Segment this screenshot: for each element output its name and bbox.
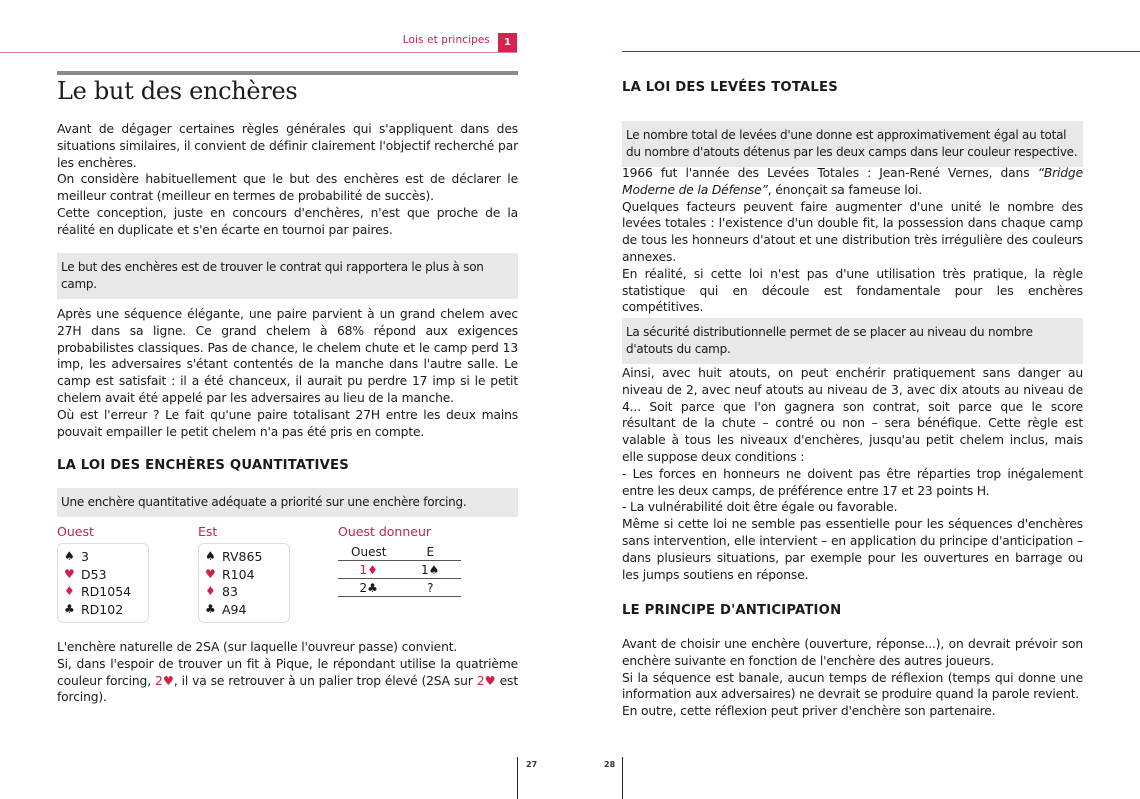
section-heading-quantitative: LA LOI DES ENCHÈRES QUANTITATIVES [57, 458, 349, 473]
book-title: “Bridge Moderne de la Défense” [622, 166, 1083, 197]
cards-diamonds: RD1054 [81, 584, 132, 599]
bid-cell: ? [427, 580, 434, 595]
bidding-col-est: E [426, 545, 435, 559]
chapter-badge: 1 [498, 33, 517, 52]
cards-clubs: RD102 [81, 601, 124, 617]
bidding-header [338, 544, 461, 561]
diamond-icon: ♦ [64, 584, 75, 598]
closing-text: , il va se retrouver à un palier trop élevé (2SA sur [173, 673, 477, 688]
cards-clubs: A94 [222, 601, 247, 617]
closing-line-2 [57, 656, 518, 706]
bid-cell: 1♠ [421, 562, 440, 577]
bidding-table [338, 544, 461, 597]
hand-row-spades [64, 548, 142, 566]
right-page [570, 0, 1140, 799]
club-icon: ♣ [205, 601, 216, 616]
cards-spades: RV865 [222, 549, 263, 564]
closing-text: Si, dans l'espoir de trouver un fit à Pique, le répondant utilise la quatrième couleur forcing, [57, 656, 518, 688]
condition-1: - Les forces en honneurs ne doivent pas être réparties trop inégalement entre les deux camps, de préférence entre 17 et 23 points H. [622, 466, 1083, 498]
callout-quantitative: Une enchère quantitative adéquate a priorité sur une enchère forcing. [57, 488, 518, 517]
bid-cell: 2♣ [359, 580, 378, 595]
hand-label-ouest: Ouest [57, 524, 94, 539]
title-bar [57, 71, 518, 75]
bid-2-hearts: 2♥ [476, 673, 496, 688]
bidding-row [338, 579, 461, 597]
closing-line-1: L'enchère naturelle de 2SA (sur laquelle l'ouvreur passe) convient. [57, 640, 458, 654]
spade-icon: ♠ [64, 549, 75, 563]
running-head: Lois et principes [402, 34, 490, 46]
bidding-row [338, 561, 461, 579]
heart-icon: ♥ [64, 566, 75, 581]
hand-row-spades [205, 548, 283, 566]
example-paragraph [57, 306, 518, 440]
condition-2: - La vulnérabilité doit être égale ou favorable. [622, 500, 898, 515]
club-icon: ♣ [64, 601, 75, 616]
callout-goal: Le but des enchères est de trouver le contrat qui rapportera le plus à son camp. [57, 253, 518, 299]
hand-row-clubs [205, 601, 283, 619]
hand-ouest [57, 543, 149, 623]
intro-paragraph [57, 121, 518, 239]
hand-label-est: Est [198, 524, 218, 539]
page-number: 28 [604, 760, 616, 769]
para-meme: Même si cette loi ne semble pas essentielle pour les séquences d'enchères sans intervention, elle intervient – en application du principe d'anticipation – dans plusieurs situations, par exemple pour les ouvertures en barrage ou les jumps soutiens en réponse. [622, 517, 1083, 582]
page-number: 27 [526, 760, 538, 769]
para-outre: En outre, cette réflexion peut priver d'enchère son partenaire. [622, 704, 996, 719]
callout-total-tricks: Le nombre total de levées d'une donne est approximativement égal au total du nombre d'atouts détenus par les deux camps dans leur couleur respective. [622, 121, 1083, 167]
hand-row-diamonds [205, 583, 283, 601]
example-line-1: Après une séquence élégante, une paire parvient à un grand chelem avec 27H dans sa ligne. Ce grand chelem à 68% répond aux exigences probabilistes classiques. Pas de chance, le chelem chute et le camp perd 13 imp, les adversaires s'étant contentés de la manche dans l'autre salle. Le camp est satisfait : il a été chanceux, il aurait pu perdre 17 imp si le petit chelem avait été appelé par les adversaires au lieu de la manche. [57, 307, 518, 405]
distribution-paragraphs [622, 365, 1083, 583]
hand-row-hearts [205, 566, 283, 584]
para-factors: Quelques facteurs peuvent faire augmenter d'une unité le nombre des levées totales : l'existence d'un double fit, la possession dans chaque camp de tous les honneurs d'atout et une distribution très irrégulière des couleurs annexes. [622, 199, 1083, 264]
closing-text: est forcing). [57, 673, 518, 705]
cards-hearts: R104 [222, 566, 255, 582]
folio-rule [622, 757, 623, 799]
section-heading-anticipation: LE PRINCIPE D'ANTICIPATION [622, 603, 842, 618]
intro-line-2: On considère habituellement que le but des enchères est de déclarer le meilleur contrat (meilleur en termes de probabilité de succès). [57, 172, 518, 204]
para-avant: Avant de choisir une enchère (ouverture, réponse...), on devrait prévoir son enchère suivante en fonction de l'enchère des autres joueurs. [622, 637, 1083, 668]
cards-spades: 3 [81, 549, 89, 564]
spade-icon: ♠ [205, 549, 216, 563]
hand-row-diamonds [64, 583, 142, 601]
header-rule [622, 51, 1140, 52]
folio-rule [517, 757, 518, 799]
header-rule [0, 52, 517, 53]
bid-2-hearts: 2♥ [154, 673, 174, 688]
anticipation-paragraphs [622, 636, 1083, 720]
page-title: Le but des enchères [57, 77, 298, 105]
callout-distribution-safety: La sécurité distributionnelle permet de se placer au niveau du nombre d'atouts du camp. [622, 318, 1083, 364]
para-text: 1966 fut l'année des Levées Totales : Jean-René Vernes, dans [622, 166, 1038, 180]
hand-row-hearts [64, 566, 142, 584]
para-ainsi: Ainsi, avec huit atouts, on peut enchérir pratiquement sans danger au niveau de 2, avec neuf atouts au niveau de 3, avec dix atouts au niveau de 4... Soit parce que l'on gagnera son contrat, soit parce que le score résultant de la chute – contré ou non – sera bénéfique. Cette règle est valable à tous les niveaux d'enchères, jusqu'au petit chelem inclus, mais elle suppose deux conditions : [622, 366, 1083, 464]
para-sequence: Si la séquence est banale, aucun temps de réflexion (temps qui donne une information aux adversaires) ne devrait se produire quand la parole revient. [622, 670, 1083, 702]
example-line-2: Où est l'erreur ? Le fait qu'une paire totalisant 27H entre les deux mains pouvait empailler le petit chelem n'a pas été pris en compte. [57, 407, 518, 439]
diamond-icon: ♦ [205, 584, 216, 598]
total-tricks-paragraphs [622, 165, 1083, 316]
closing-paragraph [57, 639, 518, 706]
para-text: , énonçait sa fameuse loi. [767, 182, 922, 197]
intro-line-3: Cette conception, juste en concours d'enchères, n'est que proche de la réalité en duplicate et s'en écarte en tournoi par paires. [57, 205, 518, 237]
para-reality: En réalité, si cette loi n'est pas d'une utilisation très pratique, la règle statistique qui en découle est fondamentale pour les enchères compétitives. [622, 266, 1083, 315]
bidding-label: Ouest donneur [338, 524, 432, 539]
section-heading-total-tricks: LA LOI DES LEVÉES TOTALES [622, 80, 838, 95]
intro-line-1: Avant de dégager certaines règles générales qui s'appliquent dans des situations similaires, il convient de définir clairement l'objectif recherché par les enchères. [57, 122, 518, 170]
cards-hearts: D53 [81, 566, 107, 582]
cards-diamonds: 83 [222, 584, 238, 599]
hand-est [198, 543, 290, 623]
bid-cell: 1♦ [359, 562, 378, 577]
hand-row-clubs [64, 601, 142, 619]
heart-icon: ♥ [205, 566, 216, 581]
para-1966 [622, 165, 1083, 199]
bidding-col-ouest: Ouest [351, 545, 387, 559]
